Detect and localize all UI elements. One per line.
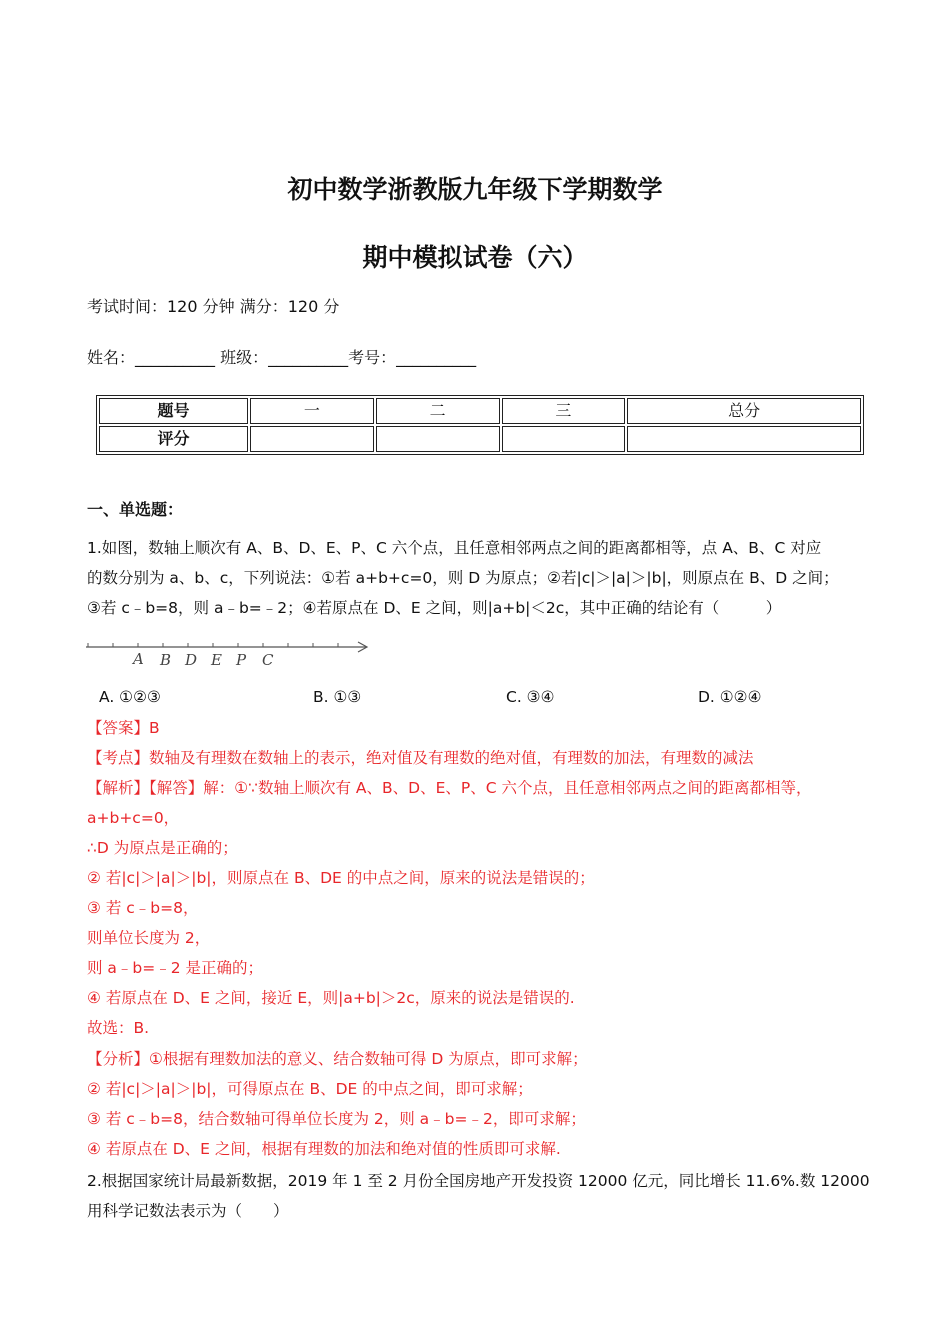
score-cell[interactable] bbox=[627, 426, 861, 452]
q1-fenxi-line: ③ 若 c﹣b=8，结合数轴可得单位长度为 2，则 a﹣b=﹣2，即可求解； bbox=[87, 1110, 586, 1128]
q1-answer: 【答案】B bbox=[87, 719, 160, 737]
q2-stem-line: 用科学记数法表示为（ ） bbox=[87, 1202, 289, 1220]
q1-fenxi-line: 【分析】①根据有理数加法的意义、结合数轴可得 D 为原点，即可求解； bbox=[87, 1050, 588, 1068]
score-header-cell: 题号 bbox=[99, 398, 248, 424]
number-line-figure bbox=[84, 636, 374, 672]
q1-stem-line: 1.如图，数轴上顺次有 A、B、D、E、P、C 六个点，且任意相邻两点之间的距离都相等，点 A、B、C 对应 bbox=[87, 539, 822, 557]
q1-analysis-line: ③ 若 c﹣b=8， bbox=[87, 899, 199, 917]
option-a[interactable]: A. ①②③ bbox=[99, 688, 161, 706]
q1-stem-line: ③若 c﹣b=8，则 a﹣b=﹣2；④若原点在 D、E 之间，则|a+b|＜2c，其中正确的结论有（ ） bbox=[87, 599, 782, 617]
option-d[interactable]: D. ①②④ bbox=[698, 688, 762, 706]
page-subtitle: 期中模拟试卷（六） bbox=[362, 243, 588, 272]
score-header-cell: 二 bbox=[376, 398, 500, 424]
point-label-b: B bbox=[160, 651, 172, 669]
score-header-cell: 一 bbox=[250, 398, 374, 424]
score-cell[interactable] bbox=[502, 426, 626, 452]
exam-info: 考试时间：120 分钟 满分：120 分 bbox=[87, 297, 340, 316]
q1-analysis-line: 故选：B. bbox=[87, 1019, 150, 1037]
q1-analysis-line: a+b+c=0， bbox=[87, 809, 180, 827]
q1-fenxi-line: ④ 若原点在 D、E 之间，根据有理数的加法和绝对值的性质即可求解. bbox=[87, 1140, 561, 1158]
point-label-e: E bbox=[211, 651, 222, 669]
score-cell[interactable] bbox=[250, 426, 374, 452]
score-table bbox=[96, 395, 864, 455]
page-title: 初中数学浙教版九年级下学期数学 bbox=[287, 175, 663, 204]
score-header-cell: 三 bbox=[502, 398, 626, 424]
q2-stem-line: 2.根据国家统计局最新数据，2019 年 1 至 2 月份全国房地产开发投资 12000 亿元，同比增长 11.6%.数 12000 bbox=[87, 1172, 870, 1190]
option-b[interactable]: B. ①③ bbox=[313, 688, 362, 706]
q1-fenxi-line: ② 若|c|＞|a|＞|b|，可得原点在 B、DE 的中点之间，即可求解； bbox=[87, 1080, 533, 1098]
score-table-score-row bbox=[99, 426, 861, 452]
q1-stem-line: 的数分别为 a、b、c，下列说法：①若 a+b+c=0，则 D 为原点；②若|c|＞|a|＞|b|，则原点在 B、D 之间； bbox=[87, 569, 839, 587]
point-label-d: D bbox=[185, 651, 198, 669]
option-c[interactable]: C. ③④ bbox=[506, 688, 555, 706]
q1-analysis-line: ② 若|c|＞|a|＞|b|，则原点在 B、DE 的中点之间，原来的说法是错误的； bbox=[87, 869, 595, 887]
q1-kaodian: 【考点】数轴及有理数在数轴上的表示，绝对值及有理数的绝对值，有理数的加法，有理数的减法 bbox=[87, 749, 754, 767]
q1-analysis-line: ④ 若原点在 D、E 之间，接近 E，则|a+b|＞2c，原来的说法是错误的. bbox=[87, 989, 575, 1007]
point-label-c: C bbox=[262, 651, 274, 669]
q1-analysis-line: 则单位长度为 2， bbox=[87, 929, 211, 947]
score-table-header-row bbox=[99, 398, 861, 424]
point-label-a: A bbox=[133, 650, 144, 668]
section-heading: 一、单选题： bbox=[87, 500, 184, 519]
student-fields: 姓名：__________ 班级：__________考号：__________ bbox=[87, 348, 477, 367]
q1-analysis-line: 则 a﹣b=﹣2 是正确的； bbox=[87, 959, 264, 977]
q1-analysis-line: 【解析】【解答】解：①∵数轴上顺次有 A、B、D、E、P、C 六个点，且任意相邻两点之间的距离都相等， bbox=[87, 779, 812, 797]
score-header-cell: 总分 bbox=[627, 398, 861, 424]
score-cell[interactable] bbox=[376, 426, 500, 452]
score-row-label: 评分 bbox=[99, 426, 248, 452]
q1-analysis-line: ∴D 为原点是正确的； bbox=[87, 839, 238, 857]
point-label-p: P bbox=[236, 651, 247, 669]
